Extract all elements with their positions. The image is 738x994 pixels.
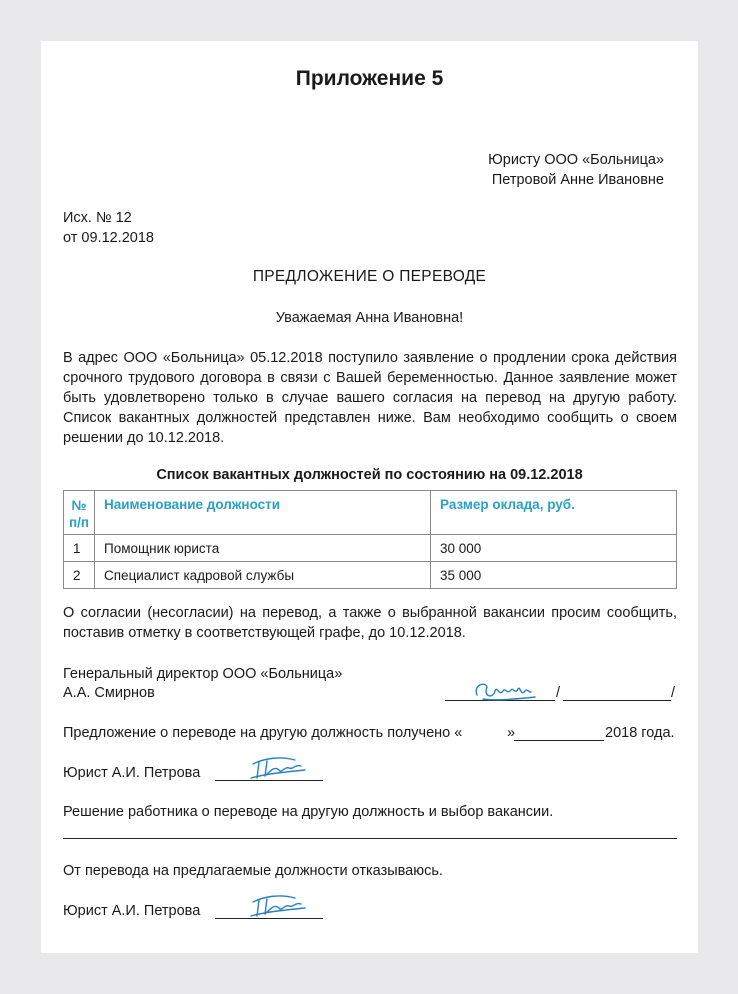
- appendix-title: Приложение 5: [295, 67, 444, 90]
- table-row: [64, 535, 677, 562]
- cell-position: Специалист кадровой службы: [95, 562, 431, 589]
- received-quote-close: »: [507, 725, 516, 741]
- ref-date: от 09.12.2018: [63, 230, 154, 246]
- cell-salary: 35 000: [431, 562, 677, 589]
- director-signature: [471, 677, 541, 707]
- consent-paragraph: О согласии (несогласии) на перевод, а также о выбранной вакансии просим сообщить, поставив отметку в соответствующей графе, до 10.12.2018.: [63, 605, 677, 641]
- lawyer-signature-1: [245, 754, 309, 782]
- slash-2: /: [671, 685, 676, 701]
- header-salary: Размер оклада, руб.: [431, 491, 677, 535]
- director-name: А.А. Смирнов: [63, 685, 155, 701]
- table-header-row: [64, 491, 677, 535]
- greeting: Уважаемая Анна Ивановна!: [275, 310, 464, 326]
- cell-position: Помощник юриста: [95, 535, 431, 562]
- vacancies-table: [63, 490, 677, 589]
- addressee-line-2: Петровой Анне Ивановне: [491, 172, 664, 188]
- cell-number: 2: [64, 562, 95, 589]
- ref-number: Исх. № 12: [63, 210, 132, 226]
- cell-number: 1: [64, 535, 95, 562]
- header-number: № п/п: [64, 491, 95, 535]
- cell-salary: 30 000: [431, 535, 677, 562]
- addressee-line-1: Юристу ООО «Больница»: [488, 152, 664, 168]
- table-title: Список вакантных должностей по состоянию на 09.12.2018: [156, 467, 583, 483]
- received-text: Предложение о переводе на другую должность получено «: [63, 725, 463, 741]
- decision-text: Решение работника о переводе на другую должность и выбор вакансии.: [63, 804, 554, 820]
- header-position: Наименование должности: [95, 491, 431, 535]
- body-paragraph: В адрес ООО «Больница» 05.12.2018 поступило заявление о продлении срока действия срочного трудового договора в связи с Вашей беременностью. Данное заявление может быть удовлетворено только в случае вашего согласия на перевод на другую работу. Список вакантных должностей представлен ниже. Вам необходимо сообщить о своем решении до 10.12.2018.: [63, 350, 677, 446]
- refusal-text: От перевода на предлагаемые должности отказываюсь.: [63, 863, 443, 879]
- received-month-line: [514, 740, 604, 741]
- table-row: [64, 562, 677, 589]
- lawyer-signature-2: [245, 892, 309, 920]
- slash-1: /: [556, 685, 561, 701]
- decoding-line: [563, 700, 671, 701]
- decision-line: [63, 838, 677, 839]
- lawyer-label-1: Юрист А.И. Петрова: [63, 765, 201, 781]
- document-page: [41, 41, 698, 953]
- received-year: 2018 года.: [605, 725, 675, 741]
- director-title: Генеральный директор ООО «Больница»: [63, 666, 343, 682]
- lawyer-label-2: Юрист А.И. Петрова: [63, 903, 201, 919]
- document-heading: ПРЕДЛОЖЕНИЕ О ПЕРЕВОДЕ: [252, 268, 487, 285]
